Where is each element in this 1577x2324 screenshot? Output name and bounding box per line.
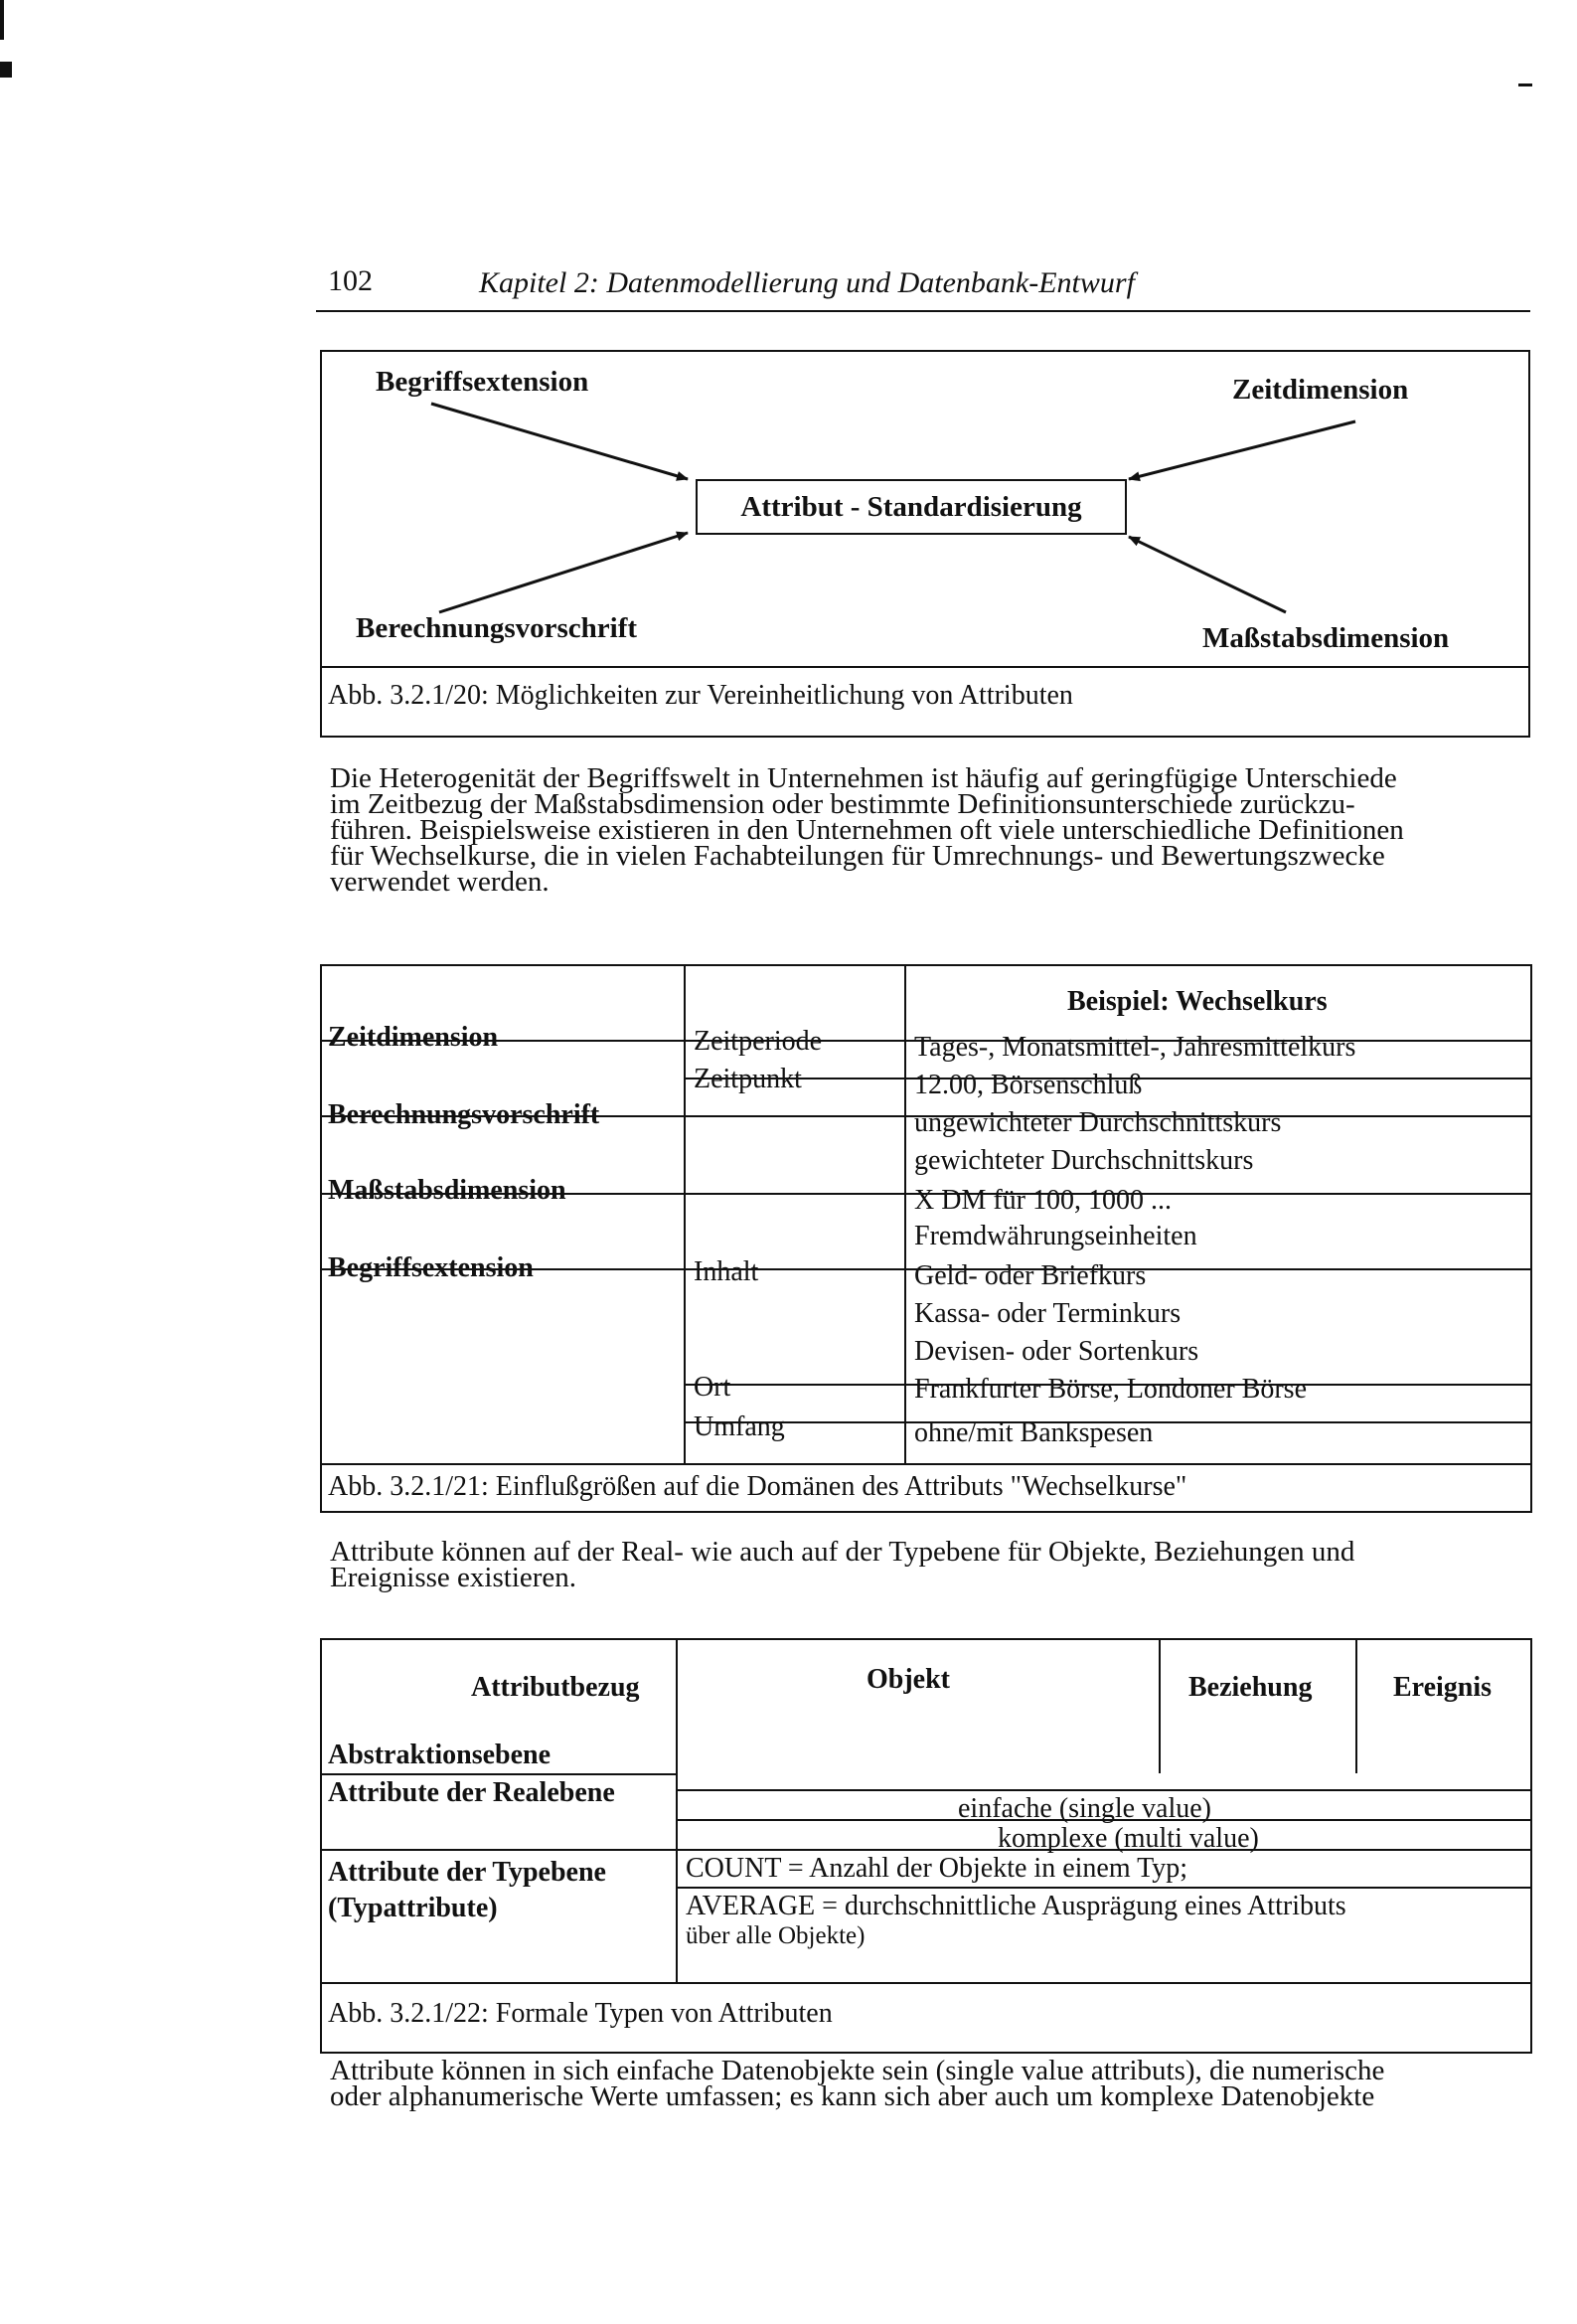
sub-label-ort: Ort	[694, 1372, 731, 1403]
figure-caption: Abb. 3.2.1/20: Möglichkeiten zur Vereinheitlichung von Attributen	[322, 666, 1528, 736]
row-label-typebene: Attribute der Typebene	[328, 1857, 606, 1888]
arrow-massstabsdimension	[1129, 537, 1286, 612]
text-line: oder alphanumerische Werte umfassen; es kann sich aber auch um komplexe Datenobjekte	[330, 2080, 1375, 2112]
row-label-begriffsextension: Begriffsextension	[328, 1252, 534, 1283]
example-value: ohne/mit Bankspesen	[914, 1417, 1154, 1448]
scan-mark	[0, 0, 4, 40]
label-berechnungsvorschrift: Berechnungsvorschrift	[356, 612, 638, 644]
example-value: 12.00, Börsenschluß	[914, 1070, 1143, 1100]
example-value: Frankfurter Börse, Londoner Börse	[914, 1374, 1308, 1405]
table-divider	[1355, 1640, 1357, 1773]
real-single-value: einfache (single value)	[958, 1793, 1211, 1824]
table-divider	[1159, 1640, 1161, 1773]
figure-exchange-rate-table	[320, 964, 1532, 1513]
corner-abstraktionsebene: Abstraktionsebene	[328, 1740, 552, 1770]
chapter-title: Kapitel 2: Datenmodellierung und Datenbank-Entwurf	[479, 266, 1135, 299]
row-label-zeitdimension: Zeitdimension	[328, 1022, 499, 1053]
type-average: AVERAGE = durchschnittliche Ausprägung eines Attributs	[686, 1891, 1346, 1921]
paragraph-attribute-levels	[330, 1536, 1528, 1593]
type-average-continued: über alle Objekte)	[686, 1922, 866, 1949]
arrow-begriffsextension	[431, 404, 688, 479]
text-line: Attribute können in sich einfache Datenobjekte sein (single value attributs), die numerische	[330, 2055, 1385, 2086]
text-line: Attribute können auf der Real- wie auch auf der Typebene für Objekte, Beziehungen und	[330, 1536, 1355, 1568]
example-value: Geld- oder Briefkurs	[914, 1260, 1147, 1291]
row-label-berechnungsvorschrift: Berechnungsvorschrift	[328, 1099, 600, 1130]
column-header-example: Beispiel: Wechselkurs	[1067, 986, 1328, 1017]
label-massstabsdimension: Maßstabsdimension	[1202, 622, 1450, 654]
center-box-attribute-standardization: Attribut - Standardisierung	[696, 479, 1127, 535]
sub-label-inhalt: Inhalt	[694, 1256, 759, 1287]
example-value: Devisen- oder Sortenkurs	[914, 1336, 1199, 1367]
example-value: X DM für 100, 1000 ...	[914, 1185, 1172, 1216]
column-header-objekt: Objekt	[867, 1664, 950, 1695]
text-line: führen. Beispielsweise existieren in den Unternehmen oft viele unterschiedliche Definitionen	[330, 814, 1404, 846]
scan-mark	[0, 62, 12, 78]
row-label-typattribute: (Typattribute)	[328, 1893, 498, 1923]
text-line: verwendet werden.	[330, 866, 550, 898]
sub-label-zeitpunkt: Zeitpunkt	[694, 1064, 802, 1094]
table-divider	[676, 1640, 678, 1982]
sub-label-zeitperiode: Zeitperiode	[694, 1026, 823, 1057]
diagram	[322, 352, 1528, 666]
label-zeitdimension: Zeitdimension	[1232, 374, 1409, 406]
paragraph-heterogeneity	[330, 762, 1528, 898]
text-line: für Wechselkurse, die in vielen Fachabteilungen für Umrechnungs- und Bewertungszwecke	[330, 840, 1385, 872]
text-line: Ereignisse existieren.	[330, 1562, 577, 1593]
corner-attributbezug: Attributbezug	[471, 1672, 640, 1703]
arrow-berechnungsvorschrift	[439, 533, 688, 612]
real-multi-value: komplexe (multi value)	[998, 1823, 1259, 1854]
type-count: COUNT = Anzahl der Objekte in einem Typ;	[686, 1853, 1188, 1884]
example-value: Kassa- oder Terminkurs	[914, 1298, 1182, 1329]
table-grid	[322, 966, 1530, 1463]
figure-caption: Abb. 3.2.1/22: Formale Typen von Attributen	[322, 1982, 1530, 2052]
label-begriffsextension: Begriffsextension	[376, 366, 589, 398]
example-value: gewichteter Durchschnittskurs	[914, 1145, 1254, 1176]
running-header	[316, 260, 1530, 312]
example-value: Tages-, Monatsmittel-, Jahresmittelkurs	[914, 1032, 1356, 1063]
row-label-realebene: Attribute der Realebene	[328, 1777, 615, 1808]
paragraph-complex-attributes	[330, 2055, 1528, 2112]
example-value: Fremdwährungseinheiten	[914, 1221, 1197, 1251]
column-header-beziehung: Beziehung	[1188, 1672, 1313, 1703]
figure-caption: Abb. 3.2.1/21: Einflußgrößen auf die Domänen des Attributs "Wechselkurse"	[322, 1463, 1530, 1511]
text-line: Die Heterogenität der Begriffswelt in Unternehmen ist häufig auf geringfügige Unterschiede	[330, 762, 1397, 794]
figure-attribute-standardization	[320, 350, 1530, 738]
table-divider	[678, 1789, 1530, 1791]
example-value: ungewichteter Durchschnittskurs	[914, 1107, 1282, 1138]
table-divider	[322, 1773, 678, 1775]
table-divider	[322, 1849, 1530, 1851]
figure-formal-attribute-types	[320, 1638, 1532, 2054]
row-label-massstabsdimension: Maßstabsdimension	[328, 1175, 566, 1206]
sub-label-umfang: Umfang	[694, 1411, 785, 1442]
scan-mark	[1518, 83, 1532, 86]
page-number: 102	[328, 264, 373, 297]
text-line: im Zeitbezug der Maßstabsdimension oder bestimmte Definitionsunterschiede zurückzu-	[330, 788, 1355, 820]
column-header-ereignis: Ereignis	[1393, 1672, 1493, 1703]
arrow-zeitdimension	[1129, 421, 1355, 479]
table-divider	[678, 1887, 1530, 1889]
